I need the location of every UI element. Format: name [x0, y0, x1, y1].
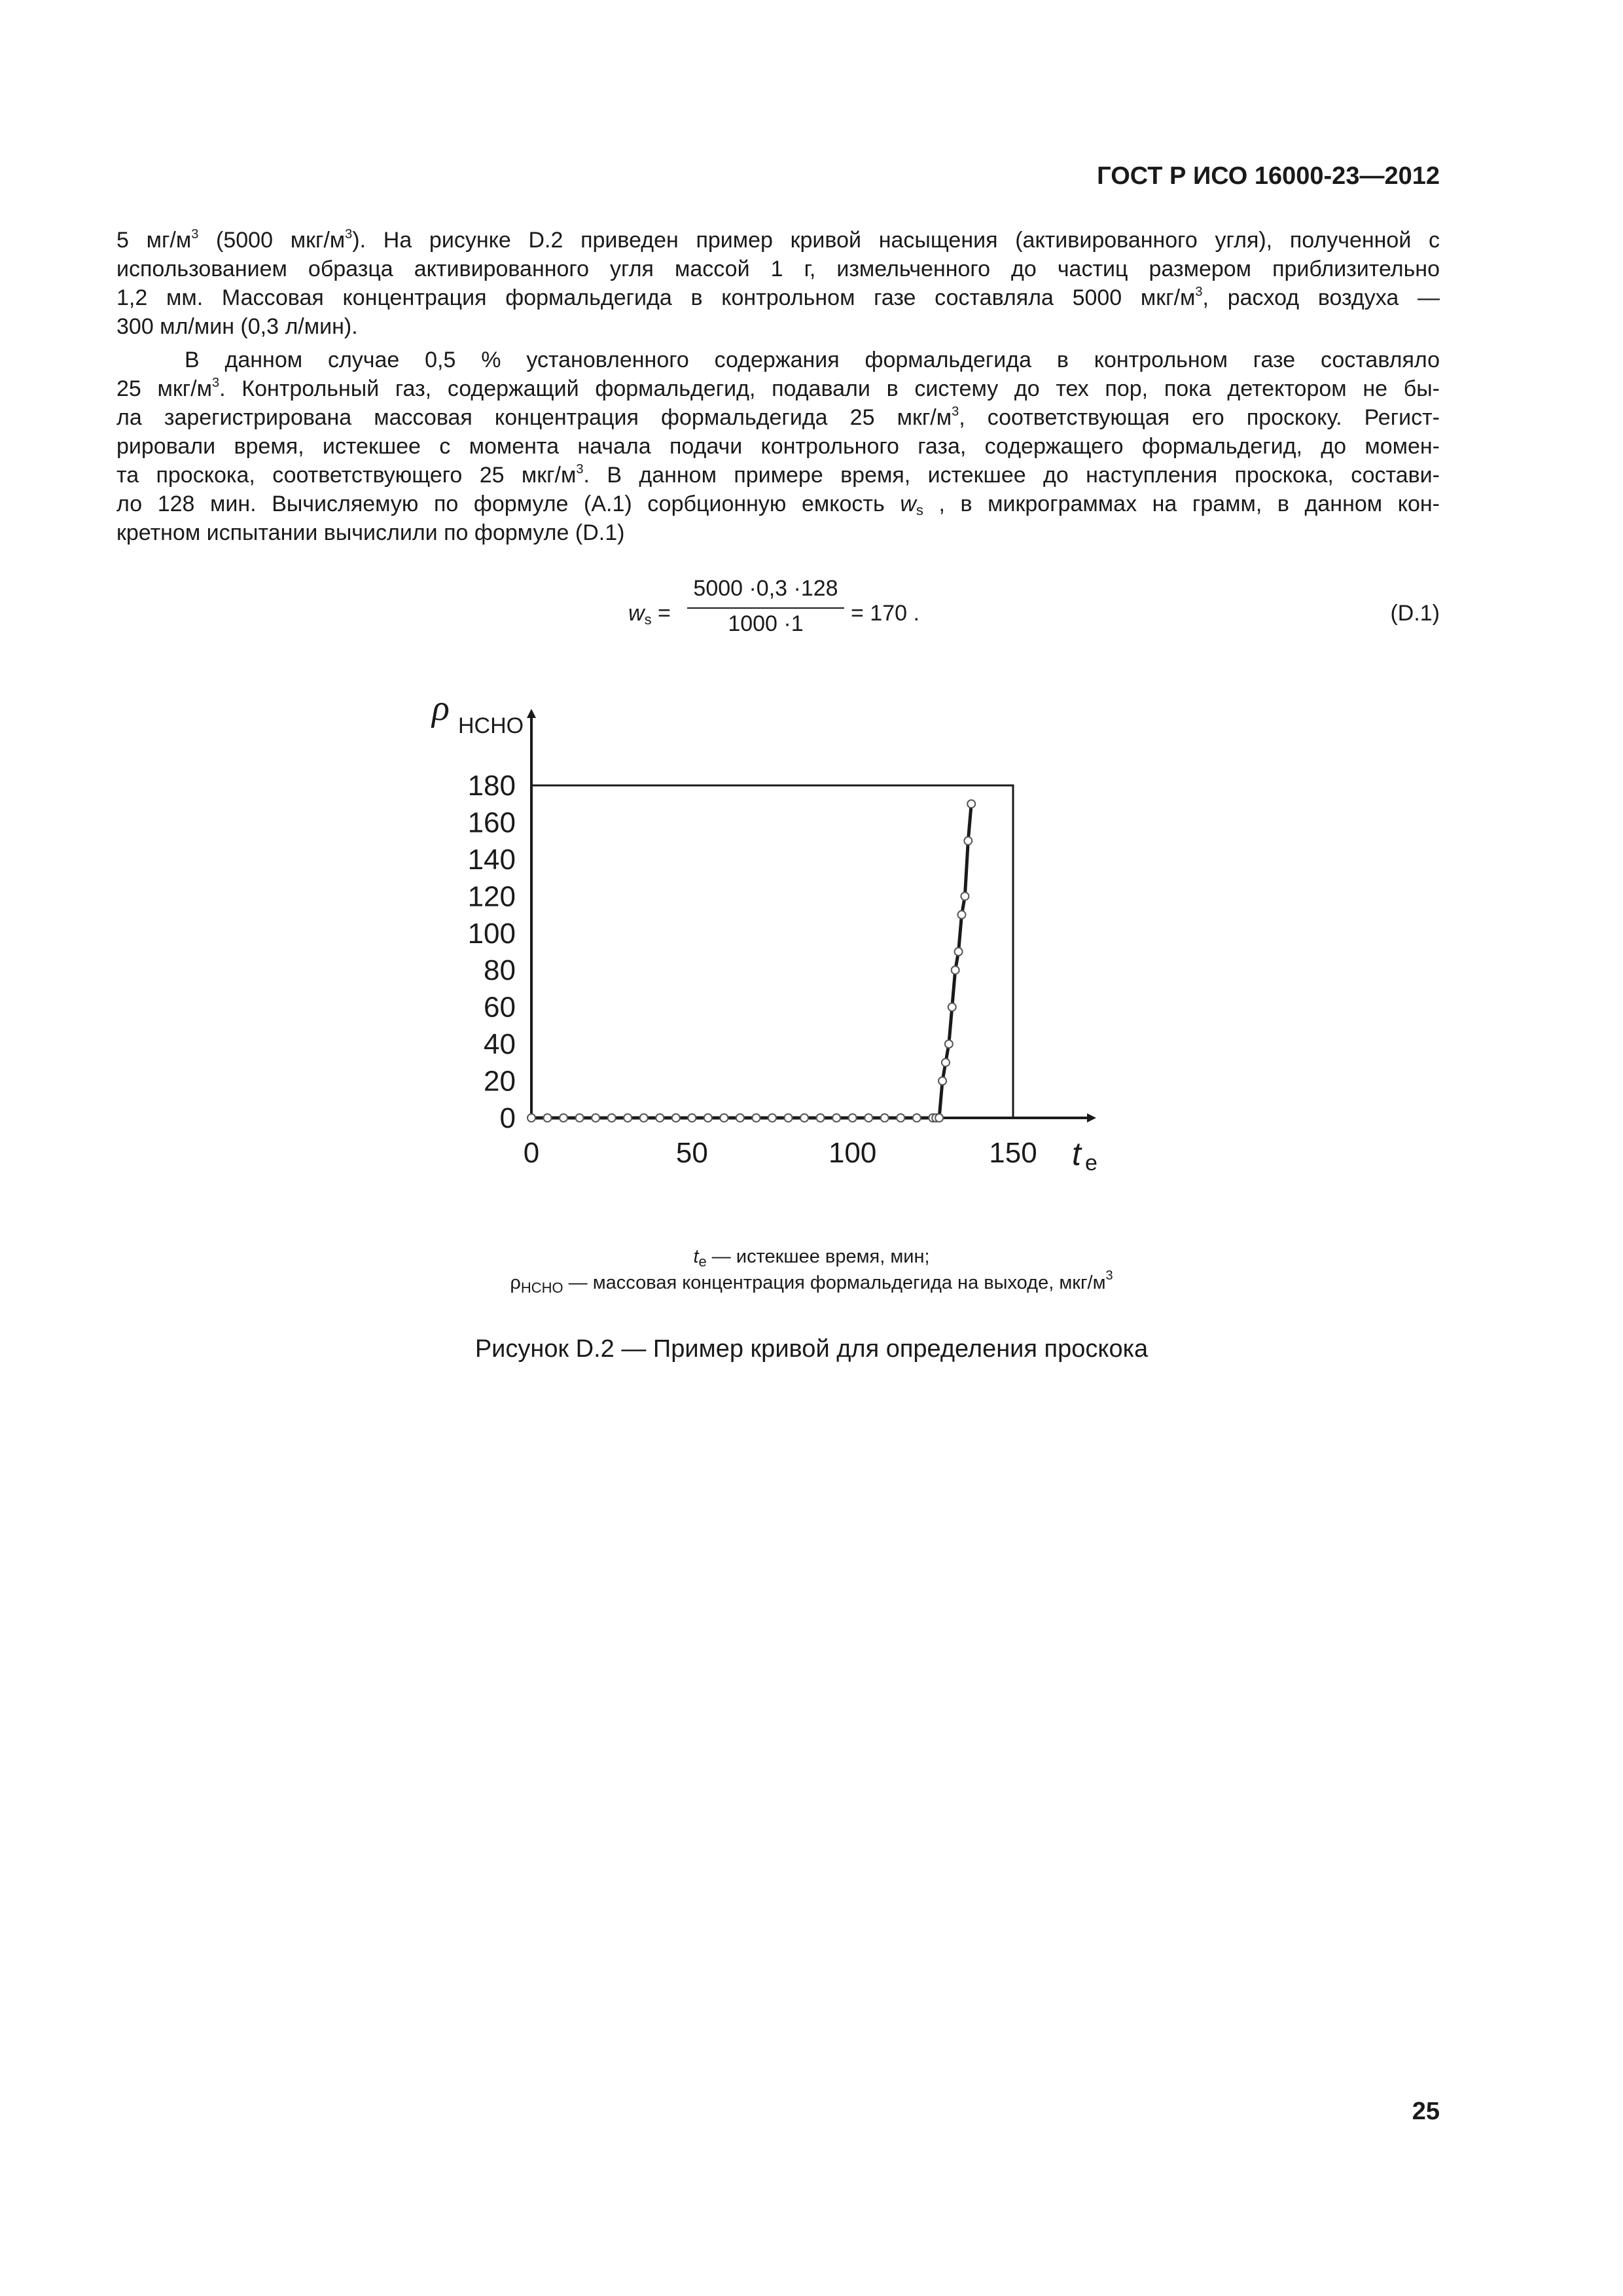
- x-tick-label: 0: [523, 1137, 540, 1169]
- data-point: [832, 1114, 840, 1122]
- y-tick-label: 160: [467, 806, 516, 839]
- formula-numerator: 5000 ·0,3 ·128: [693, 576, 838, 601]
- data-point: [913, 1114, 921, 1122]
- data-point: [736, 1114, 744, 1122]
- figure-legend: [0, 1244, 1623, 1296]
- data-point: [624, 1114, 632, 1122]
- y-tick-label: 20: [484, 1065, 516, 1098]
- data-point: [720, 1114, 728, 1122]
- p2-line-7: кретном испытании вычислили по формуле (D.1): [116, 520, 625, 545]
- x-tick-label: 150: [989, 1137, 1037, 1169]
- fraction-bar: [687, 607, 844, 609]
- page-number: 25: [1412, 2098, 1440, 2125]
- formula-denominator: 1000 ·1: [728, 611, 804, 636]
- data-point: [592, 1114, 599, 1122]
- plot-frame: [531, 785, 1013, 1118]
- p2-line-3: ла зарегистрирована массовая концентрация формальдегида 25 мкг/$м^3$, соответствующая его проскоку. Регист-: [116, 404, 1440, 430]
- data-point: [800, 1114, 808, 1122]
- data-point: [849, 1114, 857, 1122]
- data-point: [945, 1040, 953, 1048]
- paragraph-1: [116, 226, 1440, 341]
- y-tick-label: 180: [467, 770, 516, 802]
- data-point: [967, 800, 975, 808]
- p1-line-3: 1,2 мм. Массовая концентрация формальдегида в контрольном газе составляла 5000 мкг/$м^3$, расход воздуха —: [116, 285, 1440, 310]
- chart-axes: [531, 713, 1092, 1118]
- data-point: [640, 1114, 648, 1122]
- data-point: [688, 1114, 696, 1122]
- data-point: [948, 1003, 956, 1011]
- chart-frame: [531, 785, 1013, 1118]
- p1-line-2: использованием образца активированного угля массой 1 г, измельченного до частиц размером приблизительно: [116, 257, 1440, 281]
- data-point: [656, 1114, 664, 1122]
- p2-line-5: та проскока, соответствующего 25 мкг/$м^3$. В данном примере время, истекшее до наступления проскока, состави-: [116, 462, 1440, 488]
- data-point: [955, 948, 963, 956]
- data-point: [957, 911, 965, 919]
- chart-series: [527, 800, 975, 1122]
- x-tick-label: 50: [675, 1137, 708, 1169]
- data-point: [785, 1114, 793, 1122]
- data-point: [560, 1114, 567, 1122]
- data-point: [704, 1114, 712, 1122]
- x-axis-symbol: t: [1072, 1136, 1081, 1172]
- breakthrough-curve: [531, 804, 971, 1118]
- data-point: [576, 1114, 584, 1122]
- document-header: ГОСТ Р ИСО 16000-23—2012: [1097, 162, 1440, 190]
- legend-te: $t_e$ — истекшее время, мин;: [693, 1246, 930, 1270]
- p2-line-2: 25 мкг/$м^3$. Контрольный газ, содержащий формальдегид, подавали в систему до тех пор, пока детектором не бы-: [116, 376, 1440, 401]
- data-point: [961, 892, 969, 900]
- data-point: [938, 1077, 946, 1085]
- y-axis-symbol: ρ: [432, 688, 450, 728]
- legend-rho: $\rho_{HCHO}$ — массовая концентрация формальдегида на выходе, мкг/$м^3$: [510, 1268, 1113, 1296]
- y-tick-label: 40: [484, 1028, 516, 1061]
- formula-rhs: = 170 .: [851, 601, 919, 626]
- data-point: [942, 1058, 950, 1066]
- paragraph-2: [116, 346, 1440, 547]
- figure-caption: Рисунок D.2 — Пример кривой для определения проскока: [474, 1335, 1149, 1363]
- y-tick-label: 80: [484, 954, 516, 987]
- data-point: [752, 1114, 760, 1122]
- y-tick-label: 120: [467, 880, 516, 913]
- y-tick-label: 0: [499, 1102, 516, 1134]
- data-point: [935, 1114, 943, 1122]
- formula-number: (D.1): [1390, 601, 1440, 626]
- data-point: [817, 1114, 825, 1122]
- formula-lhs: $w_s$ =: [628, 601, 671, 628]
- y-axis-subscript: HCHO: [458, 713, 524, 738]
- data-point: [544, 1114, 552, 1122]
- p2-line-1: В данном случае 0,5 % установленного содержания формальдегида в контрольном газе составляло: [185, 348, 1440, 372]
- formula-fraction: [687, 576, 844, 637]
- y-tick-label: 140: [467, 843, 516, 876]
- p1-line-4: 300 мл/мин (0,3 л/мин).: [116, 314, 358, 339]
- y-tick-label: 60: [484, 991, 516, 1024]
- data-point: [865, 1114, 872, 1122]
- x-axis-subscript: e: [1085, 1151, 1097, 1175]
- breakthrough-chart: [393, 681, 1178, 1217]
- p2-line-4: рировали время, истекшее с момента начала подачи контрольного газа, содержащего формальдегид, до момен-: [116, 434, 1440, 459]
- data-point: [527, 1114, 535, 1122]
- p1-line-1: 5 $мг/м^3$ (5000 мкг/$м^3$). На рисунке D.2 приведен пример кривой насыщения (активированного угля), полученной с: [116, 227, 1440, 253]
- data-point: [768, 1114, 776, 1122]
- data-point: [881, 1114, 889, 1122]
- y-tick-label: 100: [467, 917, 516, 950]
- data-point: [608, 1114, 616, 1122]
- data-point: [897, 1114, 904, 1122]
- x-tick-label: 100: [828, 1137, 877, 1169]
- data-point: [964, 837, 972, 845]
- data-point: [952, 966, 959, 974]
- data-point: [672, 1114, 680, 1122]
- p2-line-6: ло 128 мин. Вычисляемую по формуле (A.1) сорбционную емкость $w_s$ , в микрограммах на грамм, в данном кон-: [116, 492, 1440, 518]
